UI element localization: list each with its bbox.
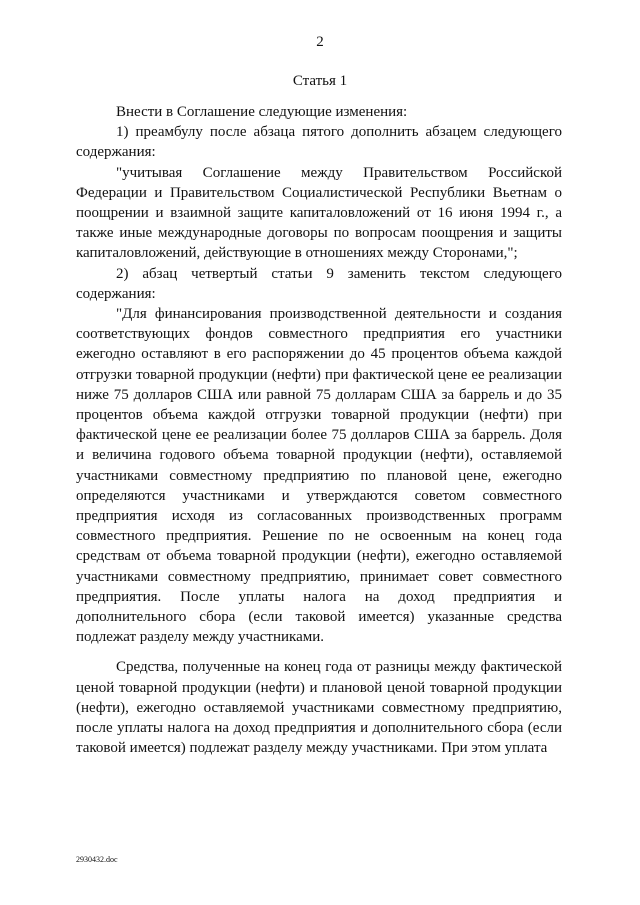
paragraph-item-1: 1) преамбулу после абзаца пятого дополнить абзацем следующего содержания: (76, 124, 562, 161)
footer-filename: 2930432.doc (76, 855, 118, 864)
article-title: Статья 1 (292, 73, 348, 89)
paragraph-quote-article-9: "Для финансирования производственной деятельности и создания соответствующих фондов совместного предприятия его участники ежегодно оставляют в его распоряжении до 45 процентов объема каждой отгрузки товарной продукции (нефти) при фактической цене ее реализации ниже 75 долларов США или равной 75 долларам США за баррель и до 35 процентов объема каждой отгрузки товарной продукции (нефти) при фактической цене ее реализации более 75 долларов США за баррель. Доля и величина годового объема товарной продукции (нефти), оставляемой участниками совместному предприятию по плановой цене, ежегодно определяются участниками и утверждаются советом совместного предприятия исходя из согласованных производственных программ совместного предприятия. Решение по не освоенным на конец года средствам от объема товарной продукции (нефти), ежегодно оставляемой участниками совместному предприятию, принимает совет совместного предприятия. После уплаты налога на доход предприятия и дополнительного сбора (если таковой имеется) указанные средства подлежат разделу между участниками. (76, 306, 562, 646)
document-body (76, 102, 562, 759)
page-number: 2 (316, 34, 324, 50)
paragraph-funds: Средства, полученные на конец года от разницы между фактической ценой товарной продукции (нефти) и плановой ценой товарной продукции (нефти), ежегодно оставляемой участниками совместному предприятию, после уплаты налога на доход предприятия и дополнительного сбора (если таковой имеется) подлежат разделу между участниками. При этом уплата (76, 659, 562, 757)
paragraph-item-2: 2) абзац четвертый статьи 9 заменить текстом следующего содержания: (76, 265, 562, 302)
paragraph-intro: Внести в Соглашение следующие изменения: (116, 104, 408, 120)
paragraph-quote-preamble: "учитывая Соглашение между Правительством Российской Федерации и Правительством Социалистической Республики Вьетнам о поощрении и взаимной защите капиталовложений от 16 июня 1994 г., а также иные международные договоры по вопросам поощрения и защиты капиталовложений, действующие в отношениях между Сторонами,"; (76, 164, 562, 262)
